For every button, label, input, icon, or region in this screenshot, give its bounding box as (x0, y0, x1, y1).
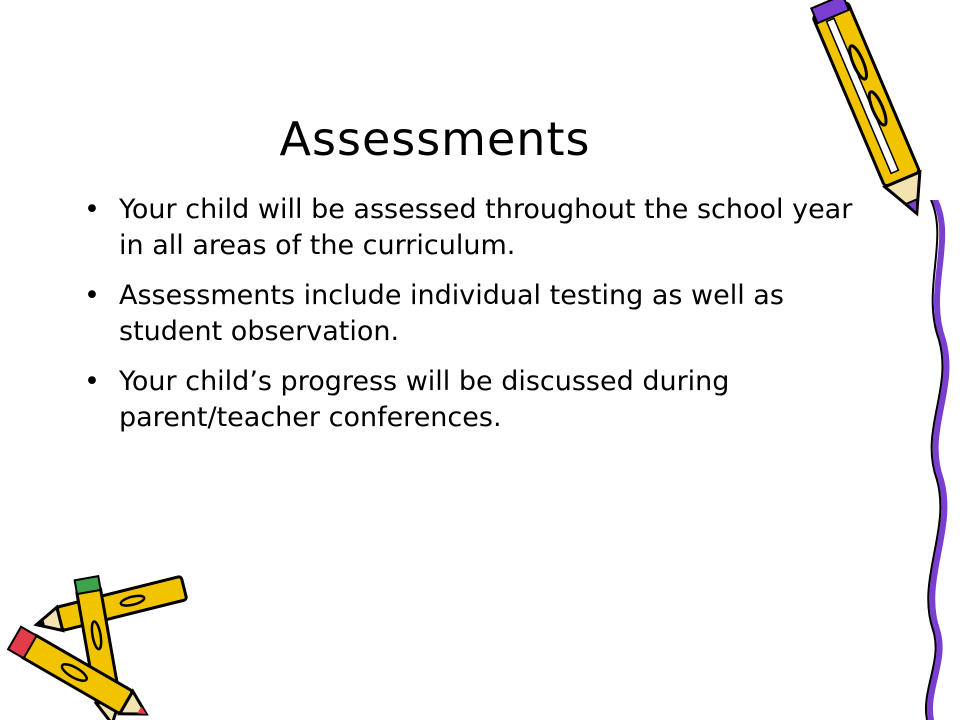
bullet-dot-icon: • (84, 280, 100, 311)
bullet-dot-icon: • (84, 366, 100, 397)
list-item (82, 364, 872, 436)
bullet-dot-icon: • (84, 194, 100, 225)
pencils-cluster-icon (0, 575, 200, 720)
bullet-text: Assessments include individual testing as well as student observation. (119, 280, 784, 347)
bullet-text: Your child’s progress will be discussed during parent/teacher conferences. (119, 366, 730, 433)
scribble-line-icon (895, 200, 960, 720)
bullet-text: Your child will be assessed throughout the school year in all areas of the curriculum. (119, 194, 853, 261)
page-title: Assessments (279, 112, 591, 166)
list-item (82, 278, 872, 350)
list-item (82, 192, 872, 264)
pencil-icon (800, 0, 950, 230)
bullet-list (82, 192, 872, 450)
